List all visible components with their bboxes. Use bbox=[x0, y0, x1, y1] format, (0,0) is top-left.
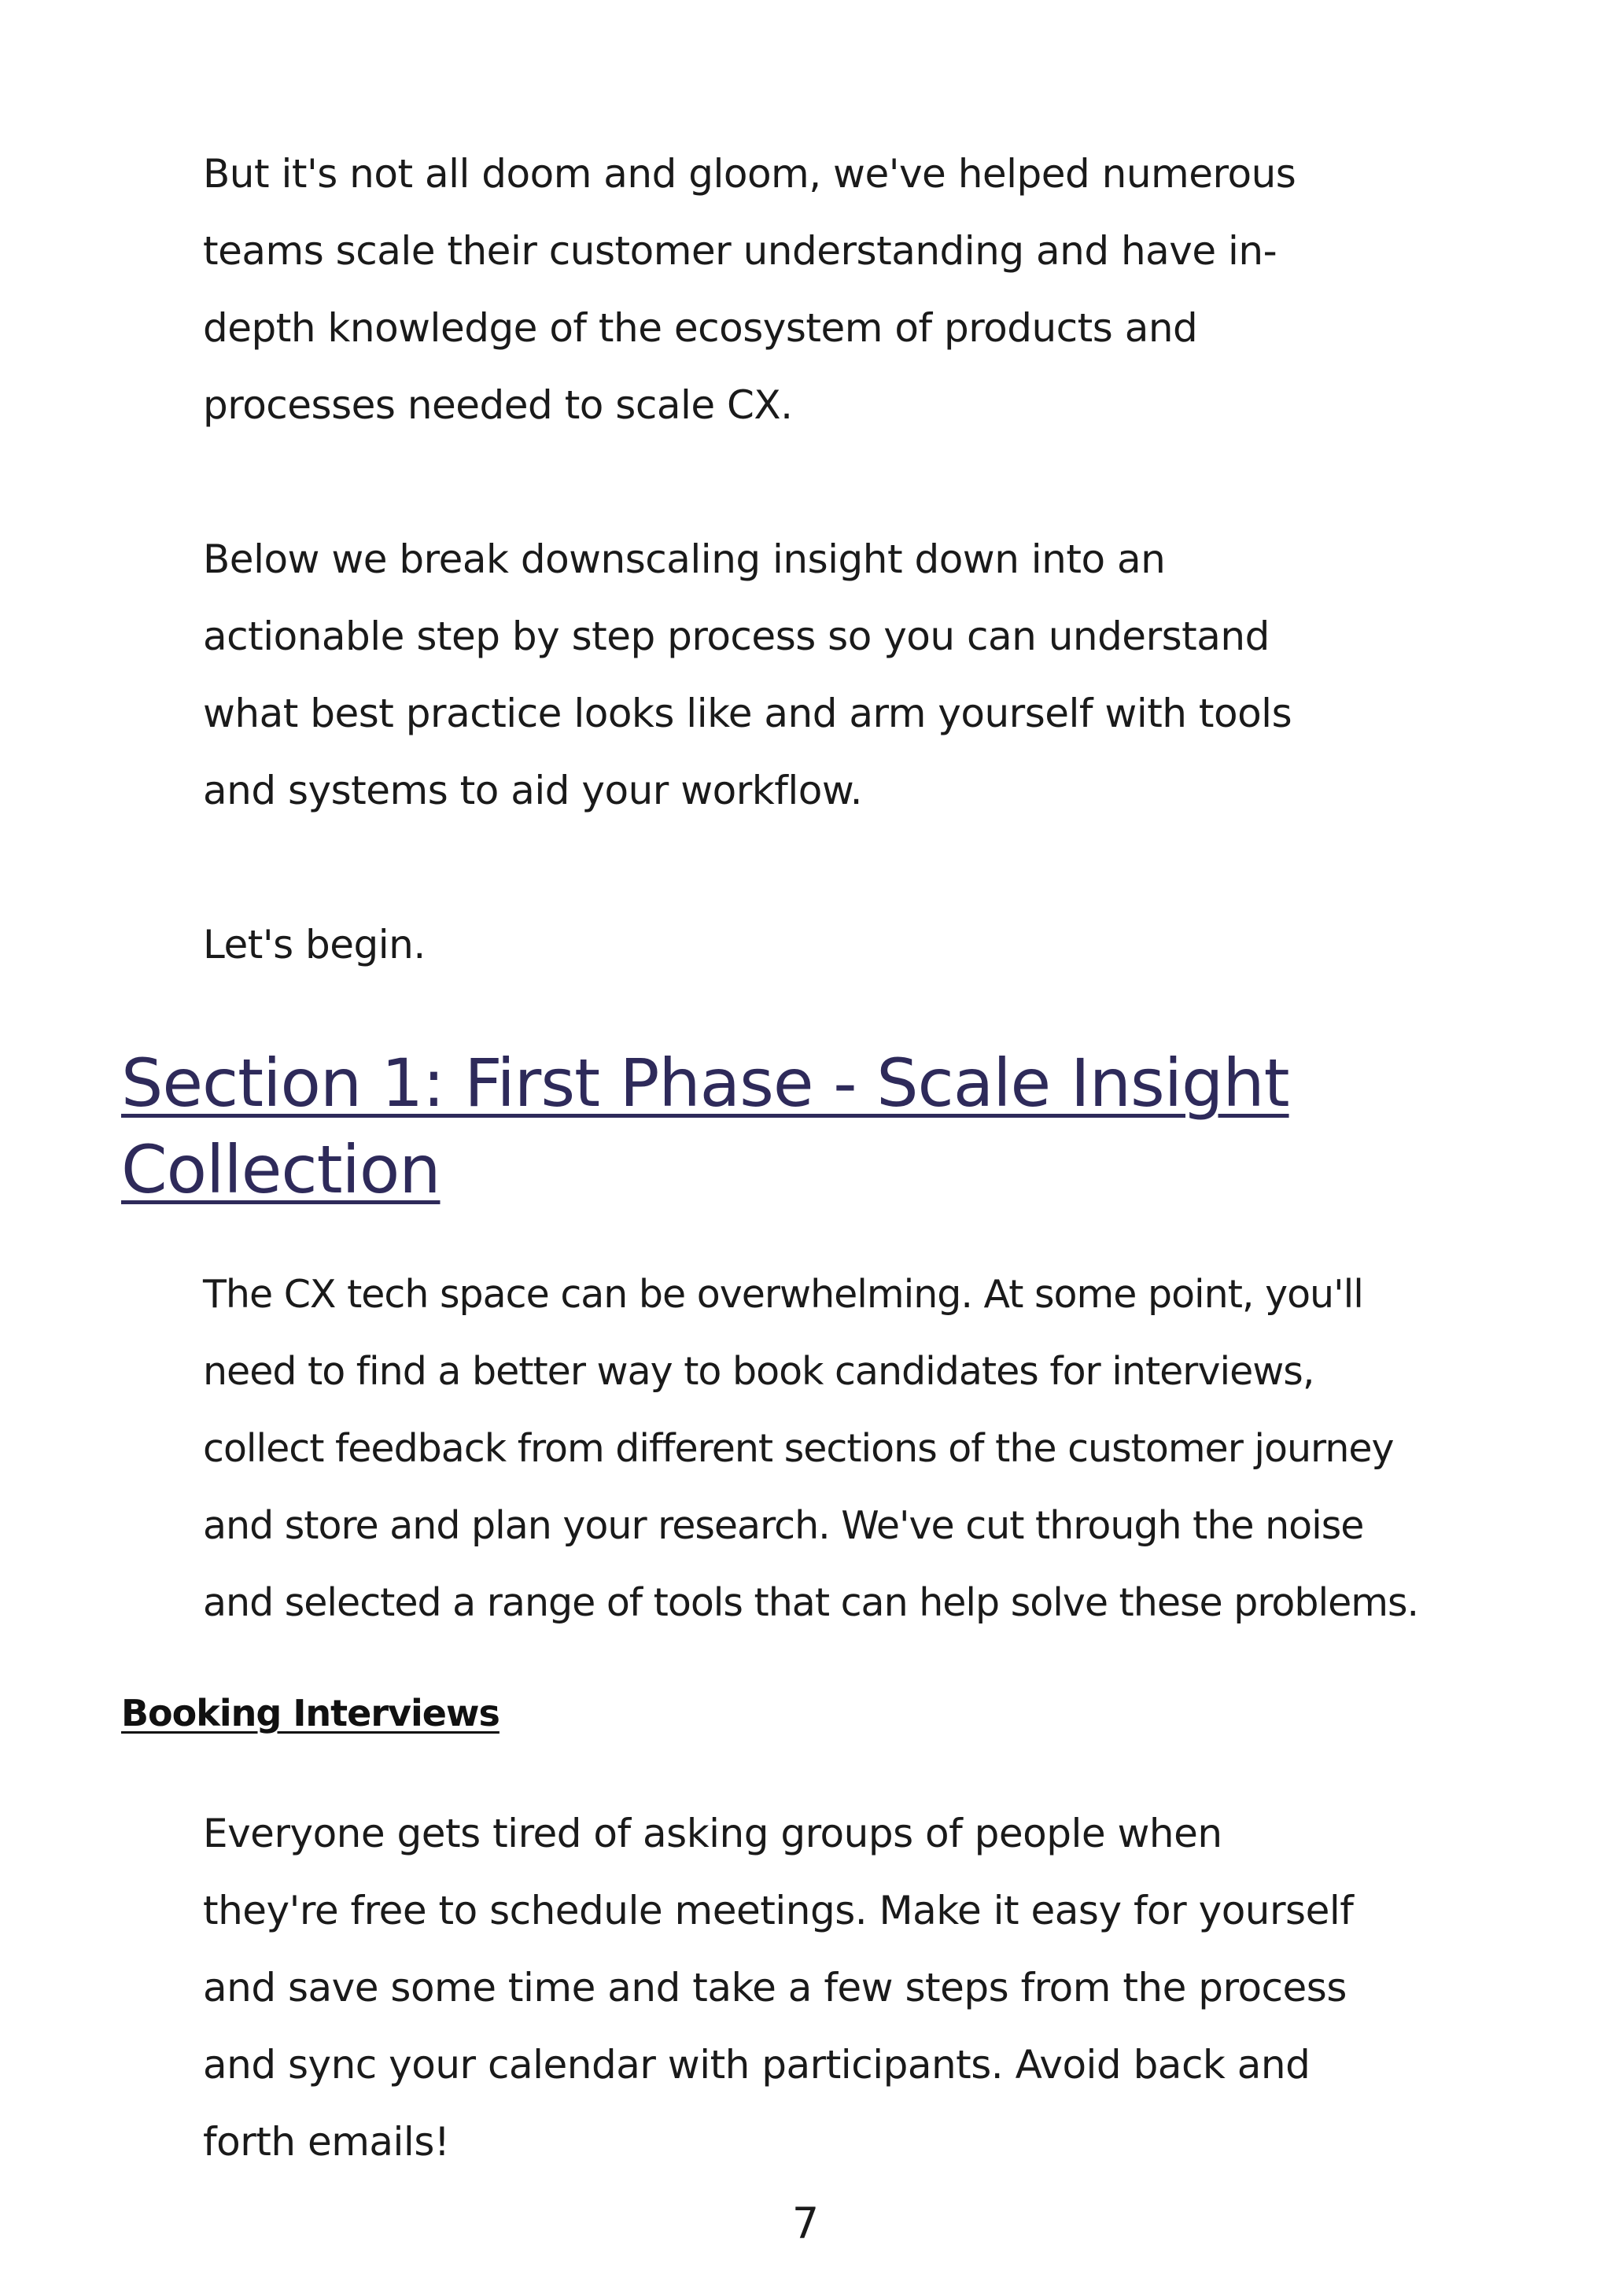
page-number: 7 bbox=[791, 2198, 820, 2248]
booking-interviews-paragraph: Everyone gets tired of asking groups of people when they're free to schedule meetings. Make it easy for yourself and save some time and take a few steps from the process and sync your calendar with participants. Avoid back and forth emails! bbox=[203, 1811, 1354, 2165]
section-1-heading: Section 1: First Phase - Scale Insight Collection bbox=[121, 1045, 1289, 1208]
section-1-paragraph: The CX tech space can be overwhelming. At some point, you'll need to find a better way to book candidates for interviews, collect feedback from different sections of the customer journey and store and plan your research. We've cut through the noise and selected a range of tools that can help solve these problems. bbox=[203, 1272, 1419, 1625]
booking-interviews-heading: Booking Interviews bbox=[121, 1692, 500, 1734]
intro-paragraph-3: Let's begin. bbox=[203, 922, 426, 967]
intro-paragraph-1: But it's not all doom and gloom, we've helped numerous teams scale their customer understanding and have in- depth knowledge of the ecosystem of products and processes needed to scale CX. bbox=[203, 151, 1296, 428]
intro-paragraph-2: Below we break downscaling insight down into an actionable step by step process so you can understand what best practice looks like and arm yourself with tools and systems to aid your workflow. bbox=[203, 536, 1292, 813]
